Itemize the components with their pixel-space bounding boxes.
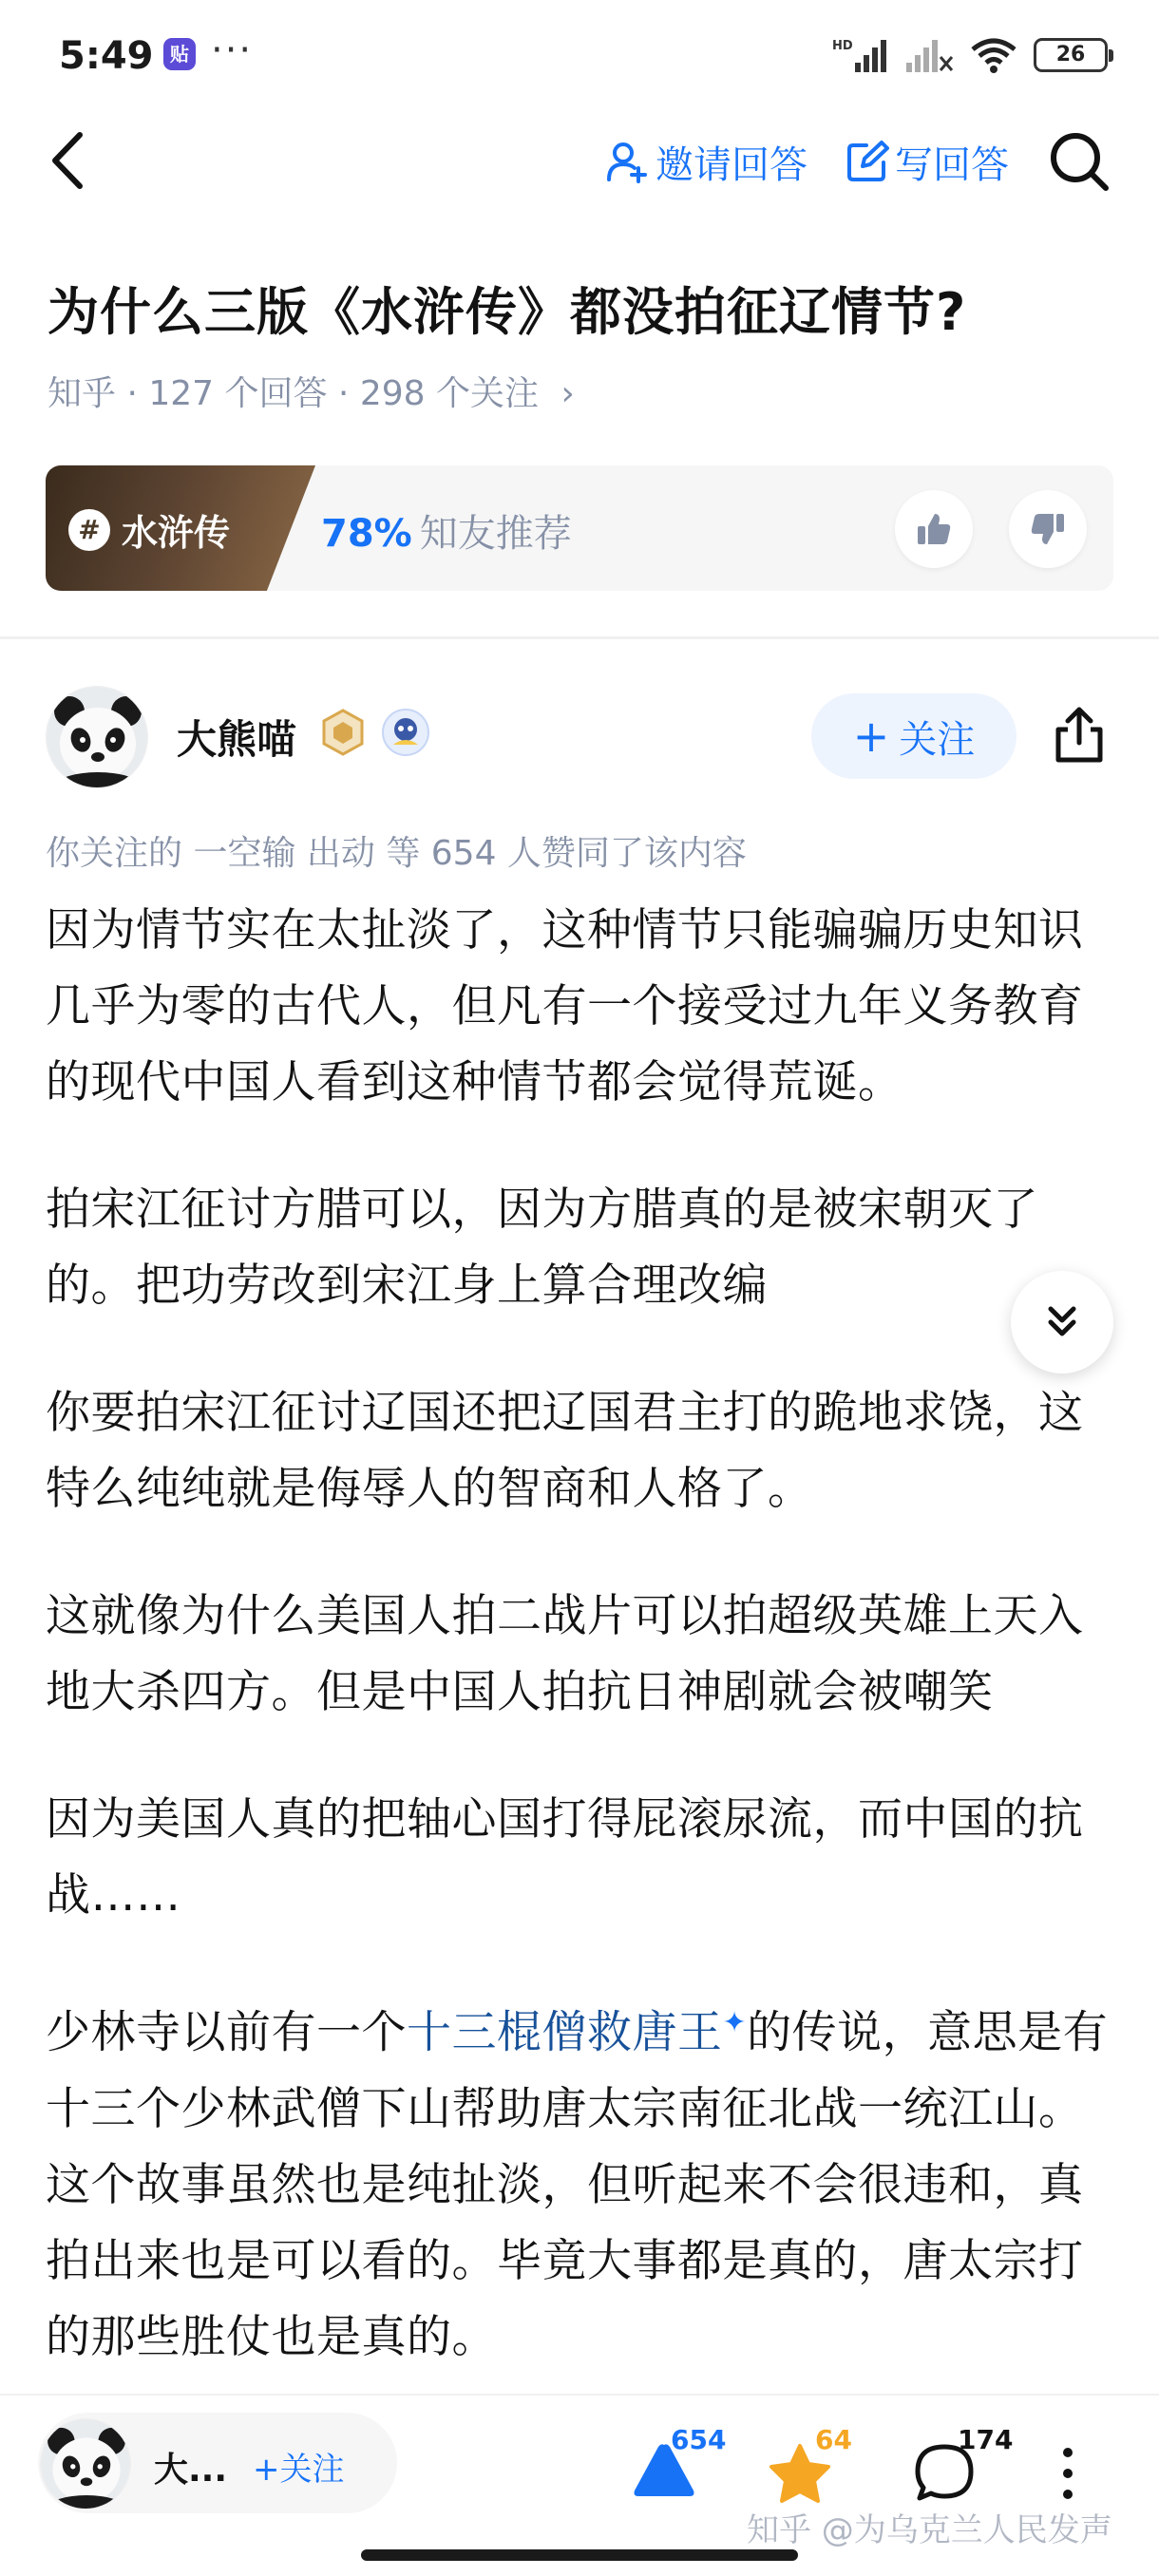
author-name[interactable]: 大熊喵: [177, 716, 297, 763]
wifi-icon: [971, 36, 1016, 74]
watermark: 知乎 @为乌克兰人民发声: [747, 2511, 1112, 2549]
answer-text: 少林寺以前有一个: [46, 2006, 407, 2059]
comment-button[interactable]: [912, 2424, 1016, 2515]
favorite-button[interactable]: [768, 2424, 872, 2515]
more-notifications-icon: ···: [211, 28, 254, 72]
bottom-author-name[interactable]: 大...: [154, 2451, 228, 2490]
plus-icon: +: [852, 710, 890, 762]
more-options-button[interactable]: [1051, 2437, 1085, 2513]
invite-user-icon: [606, 140, 650, 183]
battery-icon: 26: [1034, 38, 1108, 72]
bottom-follow-button[interactable]: +关注: [253, 2451, 345, 2489]
search-button[interactable]: [1047, 129, 1112, 194]
more-vertical-icon: [1051, 2437, 1085, 2513]
topic-card: [46, 465, 1113, 591]
topic-link[interactable]: 十三棍僧救唐王: [407, 2006, 723, 2059]
question-meta[interactable]: [48, 367, 575, 415]
recommend-label: 知友推荐: [419, 512, 572, 556]
question-meta-text: 知乎 · 127 个回答 · 298 个关注: [48, 374, 539, 413]
write-answer-button[interactable]: [846, 133, 1009, 190]
chevron-double-down-icon: [1041, 1301, 1083, 1343]
answer-paragraph: 拍宋江征讨方腊可以，因为方腊真的是被宋朝灭了的。把功劳改到宋江身上算合理改编: [46, 1184, 1038, 1312]
recommend-down-button[interactable]: [1009, 490, 1087, 568]
signal-no-service-icon: [904, 36, 954, 74]
chevron-left-icon: [42, 127, 99, 194]
author-avatar[interactable]: [46, 686, 148, 788]
signal-hd-icon: [832, 36, 887, 74]
recommend-rate: [321, 503, 572, 558]
topic-tag[interactable]: [68, 503, 230, 556]
write-answer-label: 写回答: [895, 142, 1009, 187]
recommend-percent: 78%: [321, 512, 412, 556]
favorite-count: 64: [815, 2424, 852, 2455]
search-icon: [1047, 129, 1112, 194]
bottom-author-avatar[interactable]: [40, 2418, 131, 2510]
back-button[interactable]: [42, 127, 99, 194]
share-button[interactable]: [1051, 705, 1108, 766]
answer-paragraph: 你要拍宋江征讨辽国还把辽国君主打的跪地求饶，这特么纯纯就是侮辱人的智商和人格了。: [46, 1387, 1084, 1515]
status-time: 5:49: [59, 34, 154, 78]
status-icons: [832, 36, 1108, 74]
profile-badge-icon: [380, 707, 431, 758]
follow-label: 关注: [899, 717, 976, 762]
topic-name: 水浒传: [122, 512, 231, 554]
upvote-button[interactable]: [629, 2424, 743, 2515]
answer-body: [46, 893, 1119, 2427]
home-indicator[interactable]: [361, 2549, 798, 2561]
sparkle-icon: ✦: [722, 2006, 748, 2039]
answer-paragraph: 这就像为什么美国人拍二战片可以拍超级英雄上天入地大杀四方。但是中国人拍抗日神剧就会被嘲笑: [46, 1590, 1084, 1718]
collapse-button[interactable]: [1011, 1271, 1113, 1373]
follow-button[interactable]: [811, 693, 1016, 779]
recommend-up-button[interactable]: [895, 490, 973, 568]
panda-avatar-icon: [41, 2419, 131, 2510]
comment-count: 174: [958, 2424, 1014, 2455]
thumbs-up-icon: [915, 510, 953, 548]
panda-avatar-icon: [47, 687, 148, 788]
answer-paragraph: 因为美国人真的把轴心国打得屁滚尿流，而中国的抗战……: [46, 1793, 1084, 1922]
invite-answer-button[interactable]: [606, 133, 808, 190]
notification-app-icon: 贴: [163, 38, 196, 70]
question-title[interactable]: 为什么三版《水浒传》都没拍征辽情节?: [48, 282, 967, 342]
section-divider: [0, 636, 1159, 639]
answer-text: 的传说，意思是有十三个少林武僧下山帮助唐太宗南征北战一统江山。这个故事虽然也是纯扯淡，但听起来不会很违和，真拍出来也是可以看的。毕竟大事都是真的，唐太宗打的那些胜仗也是真的。: [46, 2006, 1109, 2363]
svg-text:HD: HD: [832, 39, 853, 53]
invite-answer-label: 邀请回答: [656, 142, 808, 187]
answer-paragraph: [46, 1985, 1119, 2376]
hashtag-icon: #: [68, 509, 110, 551]
chevron-right-icon: ›: [560, 374, 575, 413]
creator-badge-icon: [319, 709, 367, 756]
share-icon: [1051, 705, 1108, 766]
thumbs-down-icon: [1029, 510, 1067, 548]
answer-paragraph: 因为情节实在太扯淡了，这种情节只能骗骗历史知识几乎为零的古代人，但凡有一个接受过九年义务教育的现代中国人看到这种情节都会觉得荒诞。: [46, 904, 1084, 1108]
upvote-note: 你关注的 一空输 出动 等 654 人赞同了该内容: [46, 834, 747, 873]
edit-icon: [846, 140, 889, 183]
upvote-count: 654: [671, 2424, 727, 2455]
